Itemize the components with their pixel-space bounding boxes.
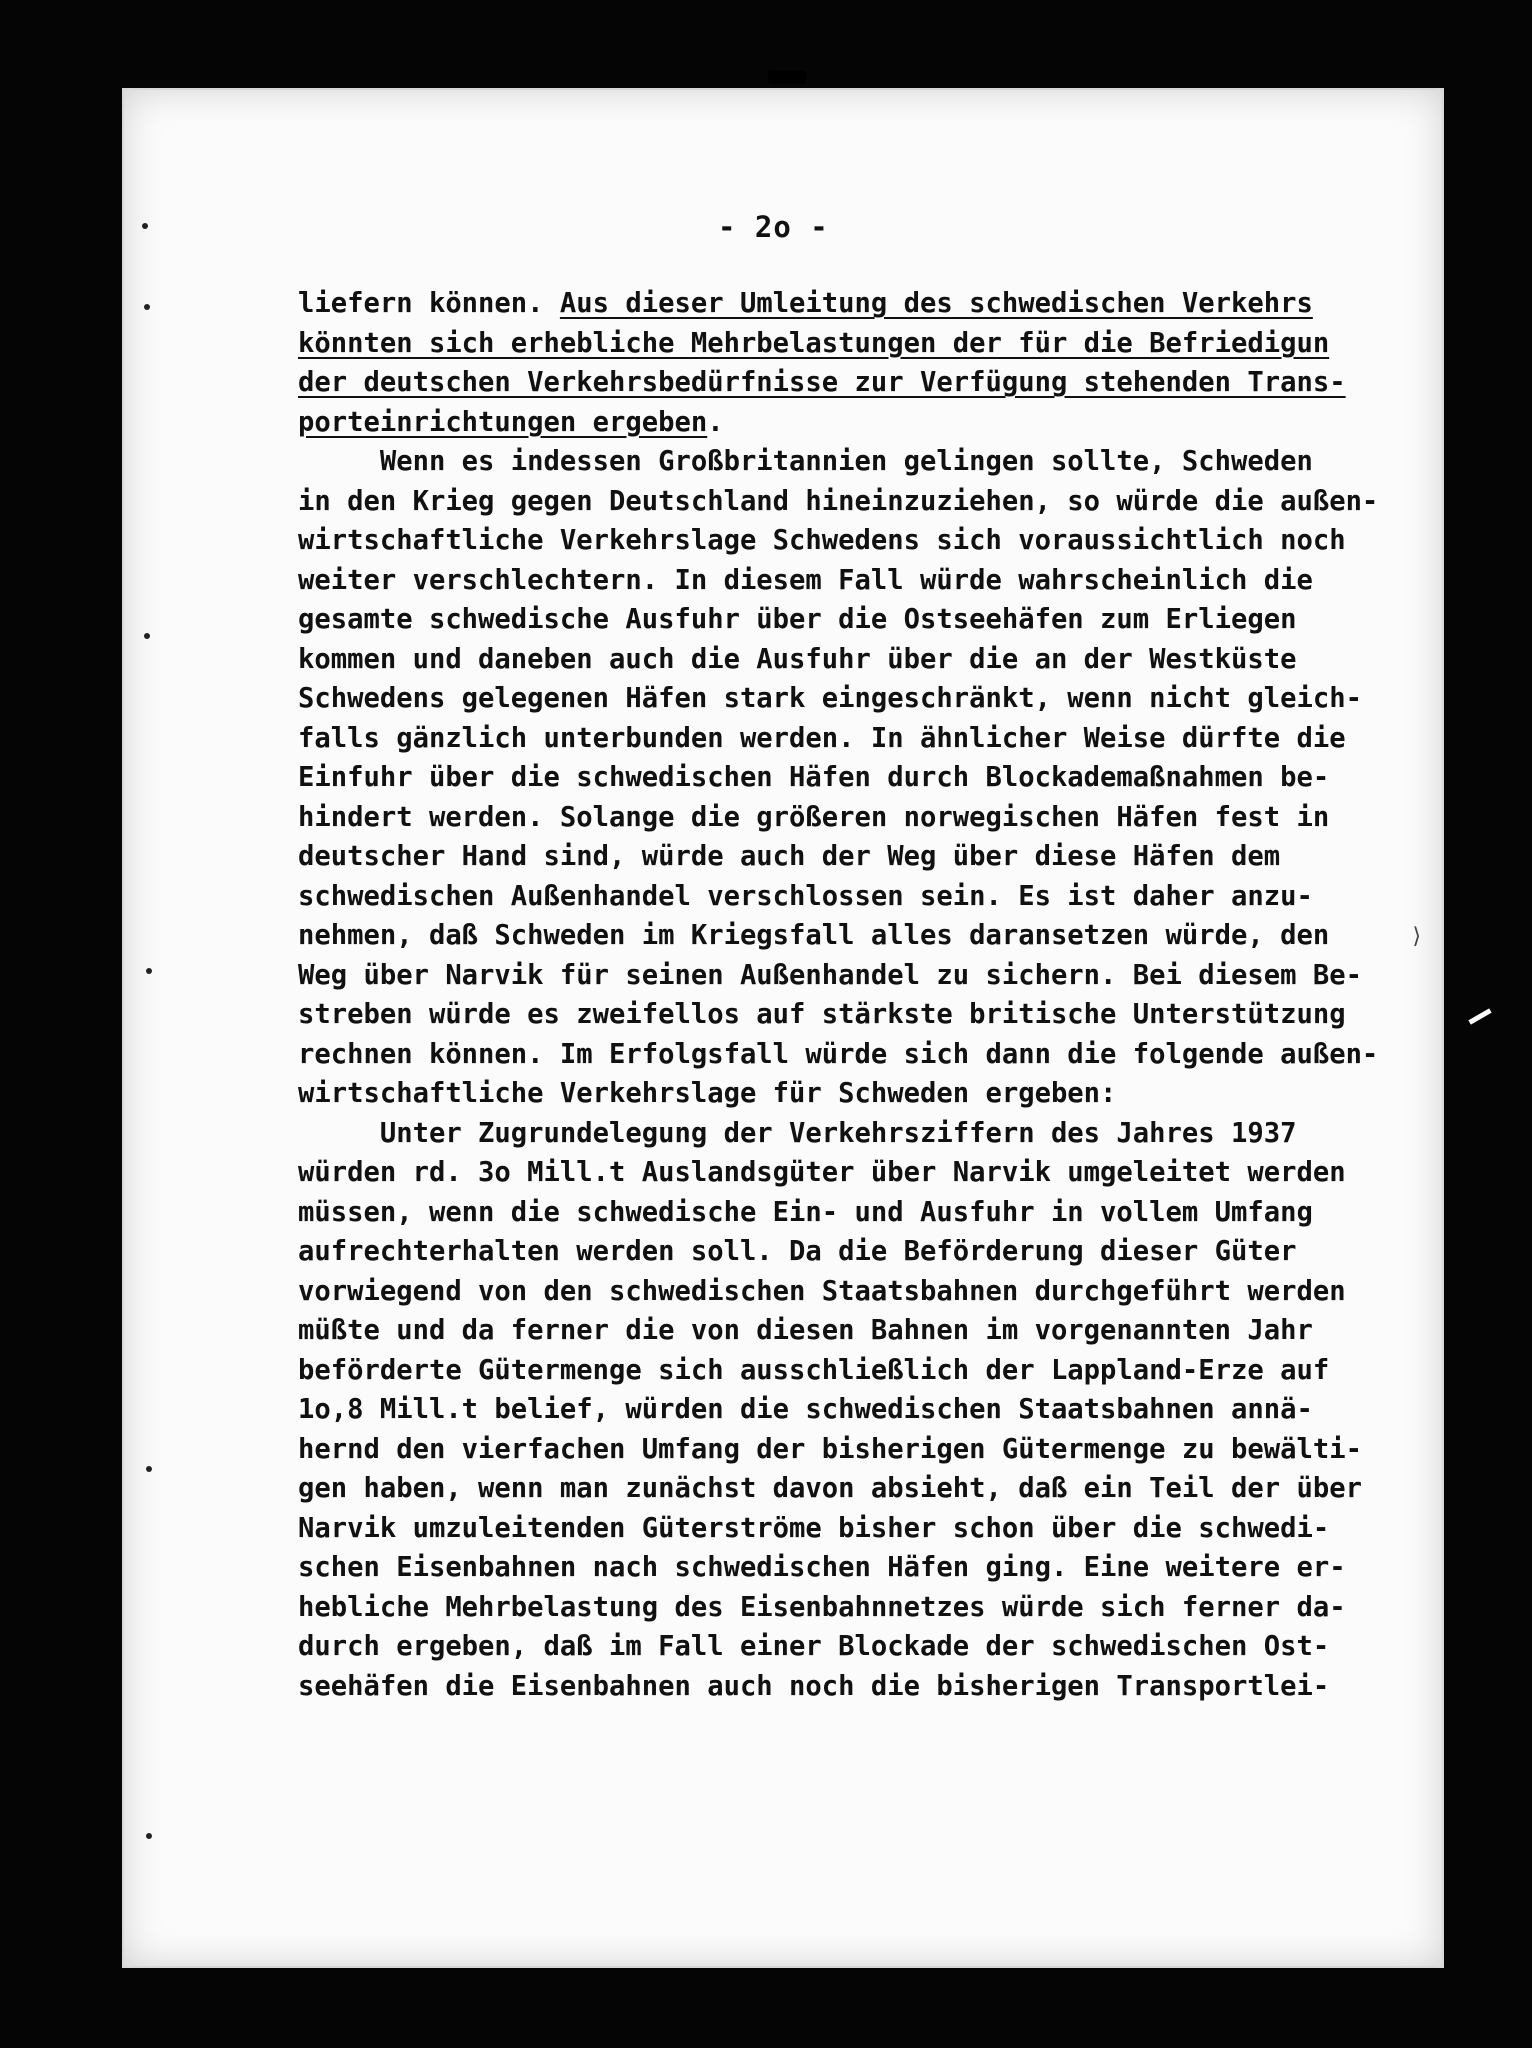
text-line: [298, 640, 1358, 680]
text-segment: deutscher Hand sind, würde auch der Weg über diese Häfen dem: [298, 841, 1281, 872]
text-segment: hebliche Mehrbelastung des Eisenbahnnetzes würde sich ferner da-: [298, 1591, 1346, 1623]
text-line: [298, 837, 1358, 877]
text-line: [298, 1548, 1358, 1588]
margin-dot: [142, 223, 148, 229]
text-line: [298, 1627, 1358, 1667]
text-segment: durch ergeben, daß im Fall einer Blockade der schwedischen Ost-: [298, 1631, 1330, 1662]
text-segment: rechnen können. Im Erfolgsfall würde sich dann die folgende außen-: [298, 1038, 1379, 1070]
text-segment: hindert werden. Solange die größeren norwegischen Häfen fest in: [298, 801, 1330, 833]
text-line: [298, 1311, 1358, 1351]
text-line: [298, 1390, 1358, 1430]
text-segment: Wenn es indessen Großbritannien gelingen sollte, Schweden: [298, 446, 1313, 477]
text-segment: Weg über Narvik für seinen Außenhandel zu sichern. Bei diesem Be-: [298, 959, 1362, 991]
text-segment: .: [707, 406, 724, 438]
text-segment: Schwedens gelegenen Häfen stark eingeschränkt, wenn nicht gleich-: [298, 683, 1362, 714]
text-line: [298, 916, 1358, 956]
text-segment: hernd den vierfachen Umfang der bisherigen Gütermenge zu bewälti-: [298, 1433, 1362, 1465]
text-segment: Unter Zugrundelegung der Verkehrsziffern des Jahres 1937: [298, 1117, 1297, 1149]
text-segment: wirtschaftliche Verkehrslage Schwedens sich voraussichtlich noch: [298, 525, 1346, 556]
text-line: [298, 798, 1358, 838]
text-line: [298, 403, 1358, 443]
text-line: [298, 442, 1358, 482]
text-segment: weiter verschlechtern. In diesem Fall würde wahrscheinlich die: [298, 564, 1313, 596]
text-segment: vorwiegend von den schwedischen Staatsbahnen durchgeführt werden: [298, 1275, 1346, 1307]
text-line: [298, 363, 1358, 403]
text-line: [298, 1430, 1362, 1470]
text-line: [298, 956, 1362, 996]
text-line: [298, 995, 1358, 1035]
text-segment: nehmen, daß Schweden im Kriegsfall alles daransetzen würde, den: [298, 920, 1330, 951]
text-segment: aufrechterhalten werden soll. Da die Beförderung dieser Güter: [298, 1236, 1297, 1267]
text-line: [298, 1469, 1362, 1509]
text-segment: seehäfen die Eisenbahnen auch noch die bisherigen Transportlei-: [298, 1670, 1330, 1702]
text-segment: Narvik umzuleitenden Güterströme bisher schon über die schwedi-: [298, 1512, 1330, 1544]
text-line: [298, 561, 1358, 601]
text-segment: schen Eisenbahnen nach schwedischen Häfen ging. Eine weitere er-: [298, 1552, 1346, 1583]
text-line: [298, 758, 1358, 798]
text-line: [298, 877, 1358, 917]
margin-dot: [146, 968, 152, 974]
underlined-text: Aus dieser Umleitung des schwedischen Verkehrs: [559, 288, 1313, 319]
underlined-text: der deutschen Verkehrsbedürfnisse zur Verfügung stehenden Trans-: [298, 367, 1346, 398]
text-segment: liefern können.: [298, 288, 560, 319]
margin-dot: [144, 633, 150, 639]
text-segment: müßte und da ferner die von diesen Bahnen im vorgenannten Jahr: [298, 1315, 1313, 1346]
text-line: [298, 719, 1358, 759]
text-line: [298, 1035, 1379, 1075]
text-segment: wirtschaftliche Verkehrslage für Schweden ergeben:: [298, 1078, 1117, 1109]
text-line: [298, 1509, 1358, 1549]
text-segment: Einfuhr über die schwedischen Häfen durch Blockademaßnahmen be-: [298, 762, 1330, 793]
text-line: [298, 679, 1362, 719]
text-segment: streben würde es zweifellos auf stärkste britische Unterstützung: [298, 999, 1346, 1030]
text-segment: müssen, wenn die schwedische Ein- und Ausfuhr in vollem Umfang: [298, 1196, 1313, 1228]
text-segment: würden rd. 3o Mill.t Auslandsgüter über Narvik umgeleitet werden: [298, 1157, 1346, 1188]
margin-dot: [146, 1466, 152, 1472]
text-segment: 1o,8 Mill.t belief, würden die schwedischen Staatsbahnen annä-: [298, 1394, 1313, 1425]
text-line: [298, 1351, 1358, 1391]
text-line: [298, 324, 1358, 364]
text-line: [298, 1193, 1358, 1233]
margin-bracket: ⟩: [1410, 924, 1424, 949]
text-segment: in den Krieg gegen Deutschland hineinzuziehen, so würde die außen-: [298, 485, 1379, 517]
text-line: [298, 1232, 1358, 1272]
text-segment: gen haben, wenn man zunächst davon absieht, daß ein Teil der über: [298, 1473, 1362, 1504]
text-line: [298, 1588, 1358, 1628]
text-line: [298, 1153, 1358, 1193]
text-line: [298, 521, 1358, 561]
underlined-text: porteinrichtungen ergeben: [298, 406, 708, 438]
text-segment: schwedischen Außenhandel verschlossen sein. Es ist daher anzu-: [298, 880, 1313, 912]
text-line: [298, 284, 1358, 324]
body-text: [298, 284, 1379, 1706]
margin-dot: [144, 304, 150, 310]
text-line: [298, 482, 1379, 522]
margin-dot: [146, 1833, 152, 1839]
text-line: [298, 1114, 1358, 1154]
text-line: [298, 1667, 1358, 1707]
underlined-text: könnten sich erhebliche Mehrbelastungen der für die Befriedigun: [298, 327, 1330, 359]
text-segment: falls gänzlich unterbunden werden. In ähnlicher Weise dürfte die: [298, 722, 1346, 754]
text-segment: kommen und daneben auch die Ausfuhr über die an der Westküste: [298, 643, 1297, 675]
text-line: [298, 600, 1358, 640]
text-line: [298, 1074, 1358, 1114]
text-segment: beförderte Gütermenge sich ausschließlich der Lappland-Erze auf: [298, 1354, 1330, 1386]
text-segment: gesamte schwedische Ausfuhr über die Ostseehäfen zum Erliegen: [298, 604, 1297, 635]
page-number: - 2o -: [718, 210, 829, 244]
scan-mark-top: [768, 70, 806, 84]
text-line: [298, 1272, 1358, 1312]
